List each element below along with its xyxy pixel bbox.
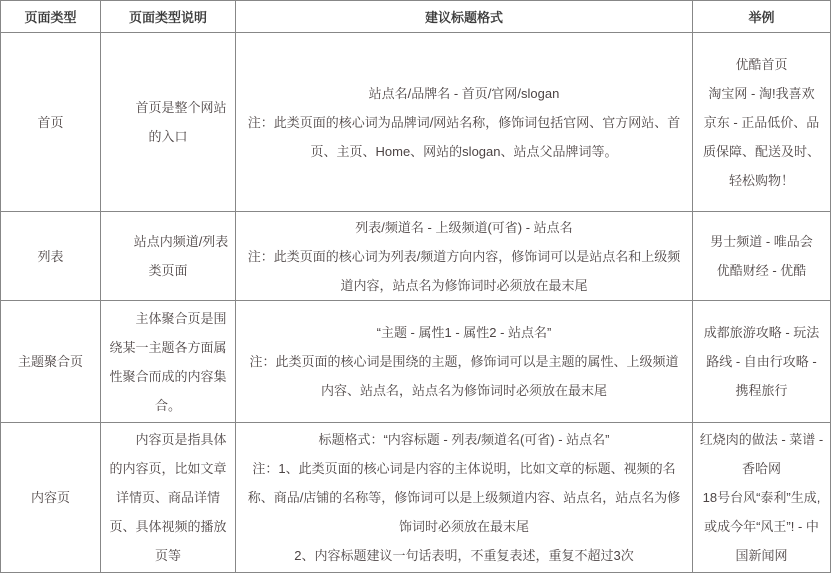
cell-page-type [1, 212, 101, 301]
cell-line: 主题聚合页 [17, 354, 83, 369]
cell-line: 首页 [37, 114, 64, 130]
table-row [1, 33, 831, 212]
cell-examples [693, 212, 831, 301]
cell-line: 优酷财经 - 优酷 [716, 263, 807, 278]
header-row [1, 1, 831, 33]
cell-line: 注：此类页面的核心词为品牌词/网站名称，修饰词包括官网、官方网站、首页、主页、Home、网站的slogan、站点父品牌词等。 [247, 114, 681, 159]
column-header-0: 页面类型 [1, 1, 101, 33]
cell-title-format [236, 212, 693, 301]
cell-line: 站点内频道/列表类页面 [133, 234, 229, 278]
cell-page-type [1, 301, 101, 423]
cell-line: 内容页 [30, 490, 70, 505]
cell-line: 首页是整个网站的入口 [135, 100, 227, 144]
cell-line: 主体聚合页是围绕某一主题各方面属性聚合而成的内容集合。 [109, 310, 227, 413]
cell-line: 注：1、此类页面的核心词是内容的主体说明，比如文章的标题、视频的名称、商品/店铺的名称等，修饰词可以是上级频道内容、站点名，站点名为修饰词时必须放在最末尾 [247, 461, 681, 534]
cell-line: 京东 - 正品低价、品质保障、配送及时、轻松购物！ [702, 114, 820, 188]
cell-line: 优酷首页 [735, 56, 788, 72]
column-header-2: 建议标题格式 [236, 1, 693, 33]
cell-examples [693, 33, 831, 212]
cell-description [101, 33, 236, 212]
cell-line: 站点名/品牌名 - 首页/官网/slogan [368, 85, 560, 101]
table-header [1, 1, 831, 33]
cell-description [101, 212, 236, 301]
cell-examples [693, 423, 831, 573]
cell-line: 列表/频道名 - 上级频道(可省) - 站点名 [355, 219, 573, 235]
cell-line: “主题 - 属性1 - 属性2 - 站点名” [376, 325, 552, 340]
column-header-1: 页面类型说明 [101, 1, 236, 33]
column-header-3: 举例 [693, 1, 831, 33]
cell-line: 成都旅游攻略 - 玩法路线 - 自由行攻略 - 携程旅行 [703, 325, 820, 398]
cell-title-format [236, 301, 693, 423]
cell-page-type [1, 423, 101, 573]
cell-line: 红烧肉的做法 - 菜谱 - 香哈网 [699, 432, 824, 476]
cell-examples [693, 301, 831, 423]
cell-line: 列表 [37, 248, 64, 264]
cell-line: 注：此类页面的核心词是围绕的主题，修饰词可以是主题的属性、上级频道内容、站点名，站点名为修饰词时必须放在最末尾 [249, 354, 679, 398]
cell-description [101, 423, 236, 573]
cell-line: 标题格式：“内容标题 - 列表/频道名(可省) - 站点名” [318, 432, 610, 447]
table-row [1, 423, 831, 573]
cell-line: 18号台风“泰利”生成,或成今年“风王”! - 中国新闻网 [702, 490, 821, 563]
cell-title-format [236, 423, 693, 573]
table-body [1, 33, 831, 573]
cell-description [101, 301, 236, 423]
table-row [1, 301, 831, 423]
table-row [1, 212, 831, 301]
cell-line: 2、内容标题建议一句话表明，不重复表述，重复不超过3次 [294, 548, 634, 563]
cell-page-type [1, 33, 101, 212]
cell-line: 内容页是指具体的内容页，比如文章详情页、商品详情页、具体视频的播放页等 [109, 432, 227, 563]
cell-title-format [236, 33, 693, 212]
cell-line: 淘宝网 - 淘!我喜欢 [708, 85, 815, 101]
cell-line: 男士频道 - 唯品会 [710, 234, 813, 249]
cell-line: 注：此类页面的核心词为列表/频道方向内容，修饰词可以是站点名和上级频道内容，站点名为修饰词时必须放在最末尾 [247, 248, 681, 293]
